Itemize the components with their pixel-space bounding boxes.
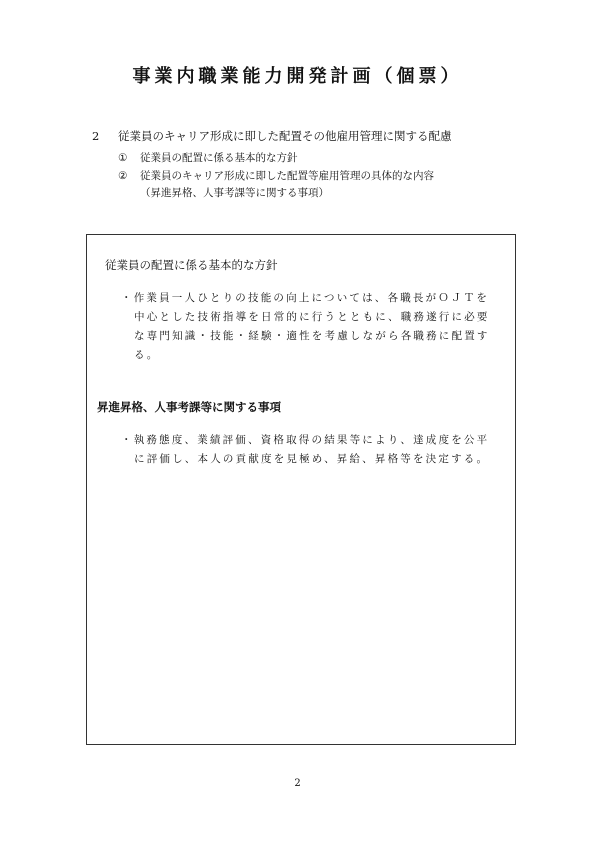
content-box [86,234,516,745]
section-number: 2 [92,129,100,143]
promotion-evaluation-title: 昇進昇格、人事考課等に関する事項 [97,400,281,414]
sub-item-1 [118,150,298,165]
placement-policy-line: ・作業員一人ひとりの技能の向上については、各職長がＯＪＴを [121,292,490,304]
sub-item-2-mark: ② [118,170,128,182]
sub-item-1-mark: ① [118,152,128,164]
sub-item-2-text: 従業員のキャリア形成に即した配置等雇用管理の具体的な内容 [140,170,434,182]
promotion-evaluation-line: に評価し、本人の貢献度を見極め、昇給、昇格等を決定する。 [134,453,490,465]
section-heading-text: 従業員のキャリア形成に即した配置その他雇用管理に関する配慮 [118,129,452,143]
sub-item-2 [118,168,434,183]
sub-item-2-note: （昇進昇格、人事考課等に関する事項） [140,187,329,199]
placement-policy-line: な専門知識・技能・経験・適性を考慮しながら各職務に配置す [134,330,490,342]
section-heading [92,128,452,144]
page-title: 事業内職業能力開発計画（個票） [132,66,463,87]
page-number: 2 [294,778,301,789]
placement-policy-line: 中心とした技術指導を日常的に行うとともに、職務遂行に必要 [134,311,490,323]
placement-policy-line: る。 [134,349,160,361]
promotion-evaluation-line: ・執務態度、業績評価、資格取得の結果等により、達成度を公平 [121,434,490,446]
promotion-evaluation-text [121,431,501,469]
placement-policy-text [121,289,501,365]
placement-policy-title: 従業員の配置に係る基本的な方針 [105,258,278,272]
sub-item-1-text: 従業員の配置に係る基本的な方針 [140,152,298,164]
